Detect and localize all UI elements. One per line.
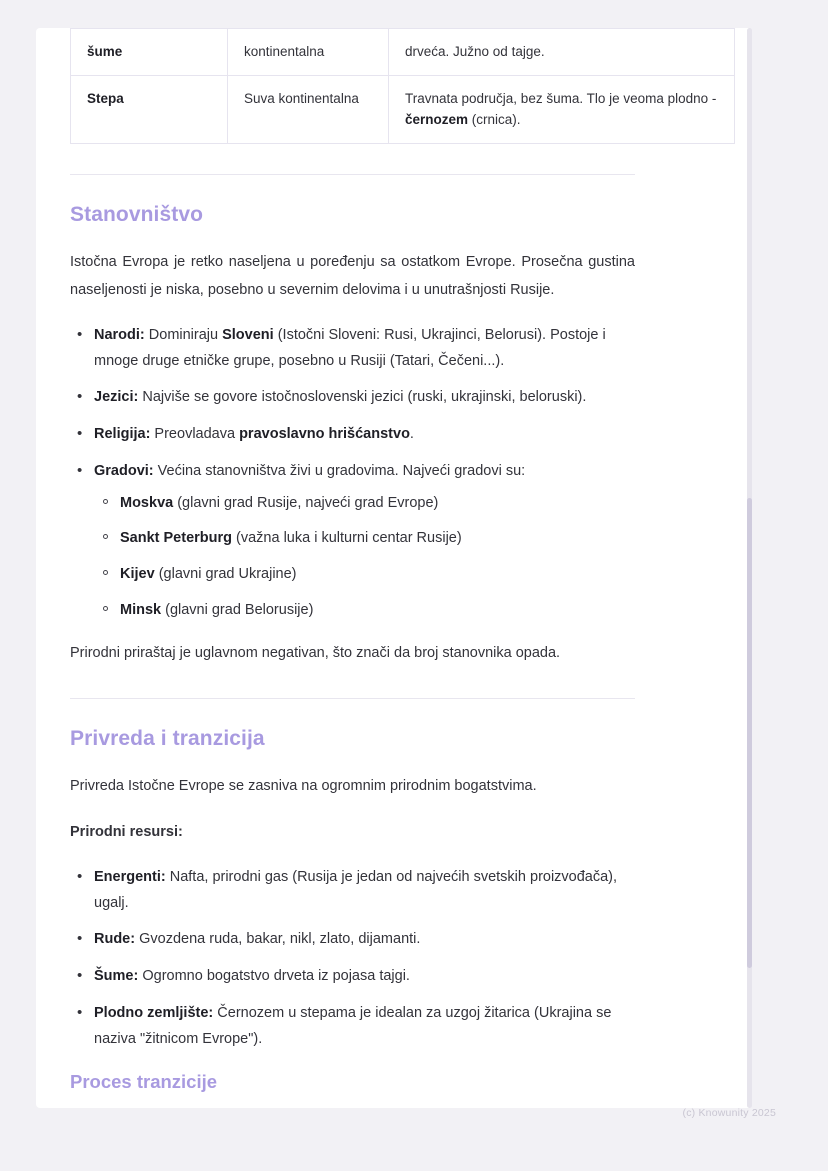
- list-item: [70, 865, 635, 917]
- bullet-bold: pravoslavno hrišćanstvo: [239, 426, 410, 443]
- bullet-text: Gvozdena ruda, bakar, nikl, zlato, dijamanti.: [135, 931, 421, 948]
- bullet-text: Najviše se govore istočnoslovenski jezici (ruski, ukrajinski, beloruski).: [138, 389, 587, 406]
- list-item: [94, 598, 635, 623]
- scrollbar[interactable]: [747, 28, 752, 1108]
- bullet-label: Rude:: [94, 931, 136, 948]
- list-item: [70, 964, 635, 990]
- description-bold: černozem: [405, 111, 469, 127]
- scrollbar-thumb[interactable]: [747, 498, 752, 968]
- city-name: Minsk: [120, 601, 162, 618]
- section-heading-economy: Privreda i tranzicija: [70, 727, 265, 751]
- description-prefix: Travnata područja, bez šuma. Tlo je veoma plodno -: [405, 91, 717, 107]
- list-item: [70, 323, 635, 375]
- list-item: [94, 562, 635, 587]
- table-cell-description: drveća. Južno od tajge.: [389, 29, 735, 76]
- city-name: Moskva: [120, 494, 174, 511]
- section-heading-population: Stanovništvo: [70, 202, 204, 226]
- city-detail: (glavni grad Rusije, najveći grad Evrope): [173, 494, 439, 511]
- list-item: [70, 459, 635, 622]
- list-item: [70, 422, 635, 448]
- city-name: Sankt Peterburg: [120, 530, 232, 547]
- economy-intro-paragraph: Privreda Istočne Evrope se zasniva na ogromnim prirodnim bogatstvima.: [70, 778, 537, 795]
- table-row: [71, 29, 735, 76]
- bullet-text: Preovladava: [150, 426, 240, 443]
- table-cell-climate: kontinentalna: [228, 29, 389, 76]
- bullet-label: Gradovi:: [94, 462, 154, 479]
- list-item: [94, 526, 635, 551]
- bullet-text: Ogromno bogatstvo drveta iz pojasa tajgi.: [138, 968, 410, 985]
- document-content: [70, 28, 717, 1093]
- section-divider: [70, 174, 635, 175]
- bullet-label: Religija:: [94, 426, 151, 443]
- copyright-notice: (c) Knowunity 2025: [682, 1107, 776, 1119]
- bullet-label: Jezici:: [94, 389, 139, 406]
- bullet-text: Nafta, prirodni gas (Rusija je jedan od najvećih svetskih proizvođača), ugalj.: [94, 868, 618, 911]
- bullet-text-tail: (Istočni Sloveni: Rusi, Ukrajinci, Belorusi). Postoje i mnoge druge etničke grupe, posebno u Rusiji (Tatari, Čečeni...).: [94, 326, 606, 369]
- population-bullet-list: [70, 323, 635, 623]
- table-row: [71, 76, 735, 144]
- table-cell-name: šume: [71, 29, 228, 76]
- population-closing-paragraph: Prirodni priraštaj je uglavnom negativan, što znači da broj stanovnika opada.: [70, 645, 561, 662]
- cities-sub-list: [94, 491, 635, 623]
- bullet-text: Dominiraju: [144, 326, 223, 343]
- table-cell-description: [389, 76, 735, 144]
- city-detail: (glavni grad Belorusije): [161, 601, 314, 618]
- list-item: [70, 385, 635, 411]
- city-detail: (glavni grad Ukrajine): [154, 565, 297, 582]
- list-item: [70, 1001, 635, 1053]
- bullet-label: Šume:: [94, 968, 139, 985]
- population-intro-paragraph: Istočna Evropa je retko naseljena u poređenju sa ostatkom Evrope. Prosečna gustina naseljenosti je niska, posebno u severnim delovima i u unutrašnjosti Rusije.: [70, 253, 635, 298]
- table-cell-climate: Suva kontinentalna: [228, 76, 389, 144]
- bullet-label: Plodno zemljište:: [94, 1004, 214, 1021]
- bullet-text: Černozem u stepama je idealan za uzgoj žitarica (Ukrajina se naziva "žitnicom Evrope").: [94, 1004, 612, 1047]
- description-suffix: (crnica).: [468, 111, 521, 127]
- habitat-table: [70, 28, 735, 144]
- city-detail: (važna luka i kulturni centar Rusije): [232, 530, 462, 547]
- section-divider: [70, 698, 635, 699]
- list-item: [94, 491, 635, 516]
- bullet-text: Većina stanovništva živi u gradovima. Najveći gradovi su:: [153, 462, 526, 479]
- bullet-text-tail: .: [409, 426, 414, 443]
- economy-bullet-list: [70, 865, 635, 1053]
- table-cell-name: Stepa: [71, 76, 228, 144]
- bullet-label: Narodi:: [94, 326, 145, 343]
- list-item: [70, 927, 635, 953]
- document-sheet: [36, 28, 752, 1108]
- bullet-bold: Sloveni: [222, 326, 274, 343]
- city-name: Kijev: [120, 565, 155, 582]
- natural-resources-label: Prirodni resursi:: [70, 824, 183, 841]
- subsection-heading-transition: Proces tranzicije: [70, 1070, 218, 1092]
- bullet-label: Energenti:: [94, 868, 166, 885]
